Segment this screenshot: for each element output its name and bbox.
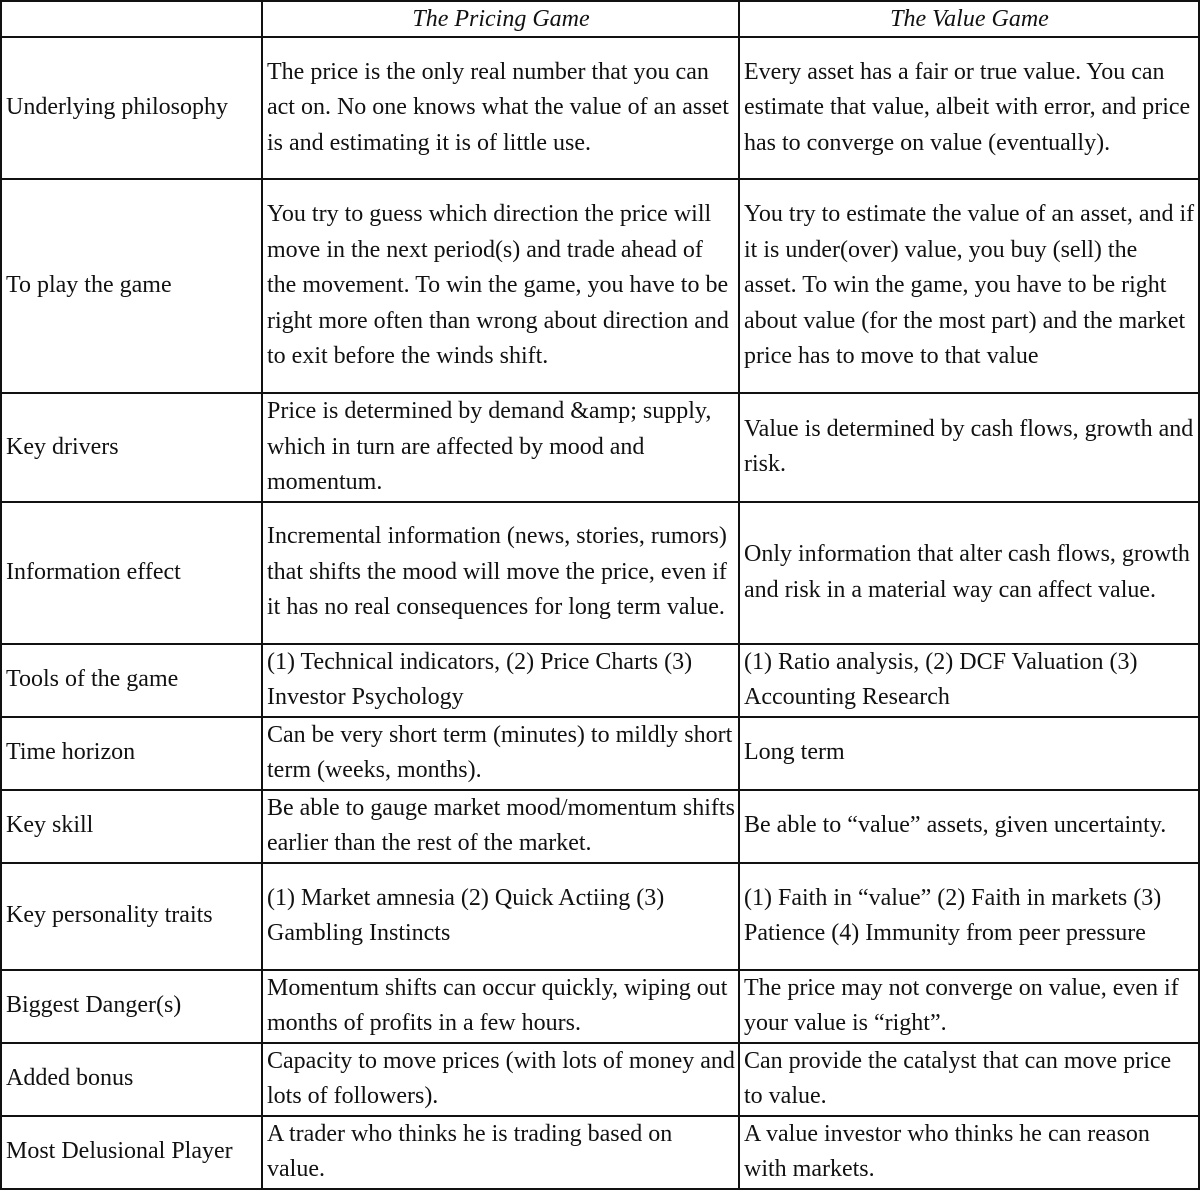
value-cell: (1) Ratio analysis, (2) DCF Valuation (3) Accounting Research [739, 644, 1199, 717]
row-label: Added bonus [1, 1043, 262, 1116]
row-label: Time horizon [1, 717, 262, 790]
table-row [1, 179, 1199, 393]
pricing-cell: Incremental information (news, stories, rumors) that shifts the mood will move the price, even if it has no real consequences for long term value. [262, 502, 739, 644]
value-cell: Only information that alter cash flows, growth and risk in a material way can affect value. [739, 502, 1199, 644]
row-label: Most Delusional Player [1, 1116, 262, 1189]
value-cell: Long term [739, 717, 1199, 790]
row-label: Key personality traits [1, 863, 262, 970]
pricing-cell: The price is the only real number that you can act on. No one knows what the value of an asset is and estimating it is of little use. [262, 37, 739, 179]
value-cell: Can provide the catalyst that can move price to value. [739, 1043, 1199, 1116]
value-cell: (1) Faith in “value” (2) Faith in markets (3) Patience (4) Immunity from peer pressure [739, 863, 1199, 970]
header-corner-cell [1, 1, 262, 37]
header-row [1, 1, 1199, 37]
row-label: Information effect [1, 502, 262, 644]
pricing-cell: Price is determined by demand &amp; supply, which in turn are affected by mood and momentum. [262, 393, 739, 502]
row-label: Underlying philosophy [1, 37, 262, 179]
table-row [1, 644, 1199, 717]
table-row [1, 863, 1199, 970]
pricing-cell: You try to guess which direction the price will move in the next period(s) and trade ahead of the movement. To win the game, you have to be right more often than wrong about direction and to exit before the winds shift. [262, 179, 739, 393]
value-cell: Every asset has a fair or true value. You can estimate that value, albeit with error, and price has to converge on value (eventually). [739, 37, 1199, 179]
row-label: To play the game [1, 179, 262, 393]
table-row [1, 393, 1199, 502]
value-cell: A value investor who thinks he can reason with markets. [739, 1116, 1199, 1189]
value-cell: You try to estimate the value of an asset, and if it is under(over) value, you buy (sell) the asset. To win the game, you have to be right about value (for the most part) and the market price has to move to that value [739, 179, 1199, 393]
value-cell: Value is determined by cash flows, growth and risk. [739, 393, 1199, 502]
pricing-cell: (1) Market amnesia (2) Quick Actiing (3) Gambling Instincts [262, 863, 739, 970]
pricing-cell: Capacity to move prices (with lots of money and lots of followers). [262, 1043, 739, 1116]
header-pricing-game: The Pricing Game [262, 1, 739, 37]
table-row [1, 790, 1199, 863]
row-label: Biggest Danger(s) [1, 970, 262, 1043]
header-value-game: The Value Game [739, 1, 1199, 37]
table-row [1, 717, 1199, 790]
value-cell: Be able to “value” assets, given uncertainty. [739, 790, 1199, 863]
row-label: Key drivers [1, 393, 262, 502]
table-row [1, 1116, 1199, 1189]
pricing-cell: Momentum shifts can occur quickly, wiping out months of profits in a few hours. [262, 970, 739, 1043]
table-row [1, 970, 1199, 1043]
pricing-cell: A trader who thinks he is trading based on value. [262, 1116, 739, 1189]
table-row [1, 37, 1199, 179]
pricing-cell: Be able to gauge market mood/momentum shifts earlier than the rest of the market. [262, 790, 739, 863]
row-label: Tools of the game [1, 644, 262, 717]
row-label: Key skill [1, 790, 262, 863]
table-row [1, 1043, 1199, 1116]
pricing-cell: Can be very short term (minutes) to mildly short term (weeks, months). [262, 717, 739, 790]
value-cell: The price may not converge on value, even if your value is “right”. [739, 970, 1199, 1043]
table-row [1, 502, 1199, 644]
pricing-cell: (1) Technical indicators, (2) Price Charts (3) Investor Psychology [262, 644, 739, 717]
